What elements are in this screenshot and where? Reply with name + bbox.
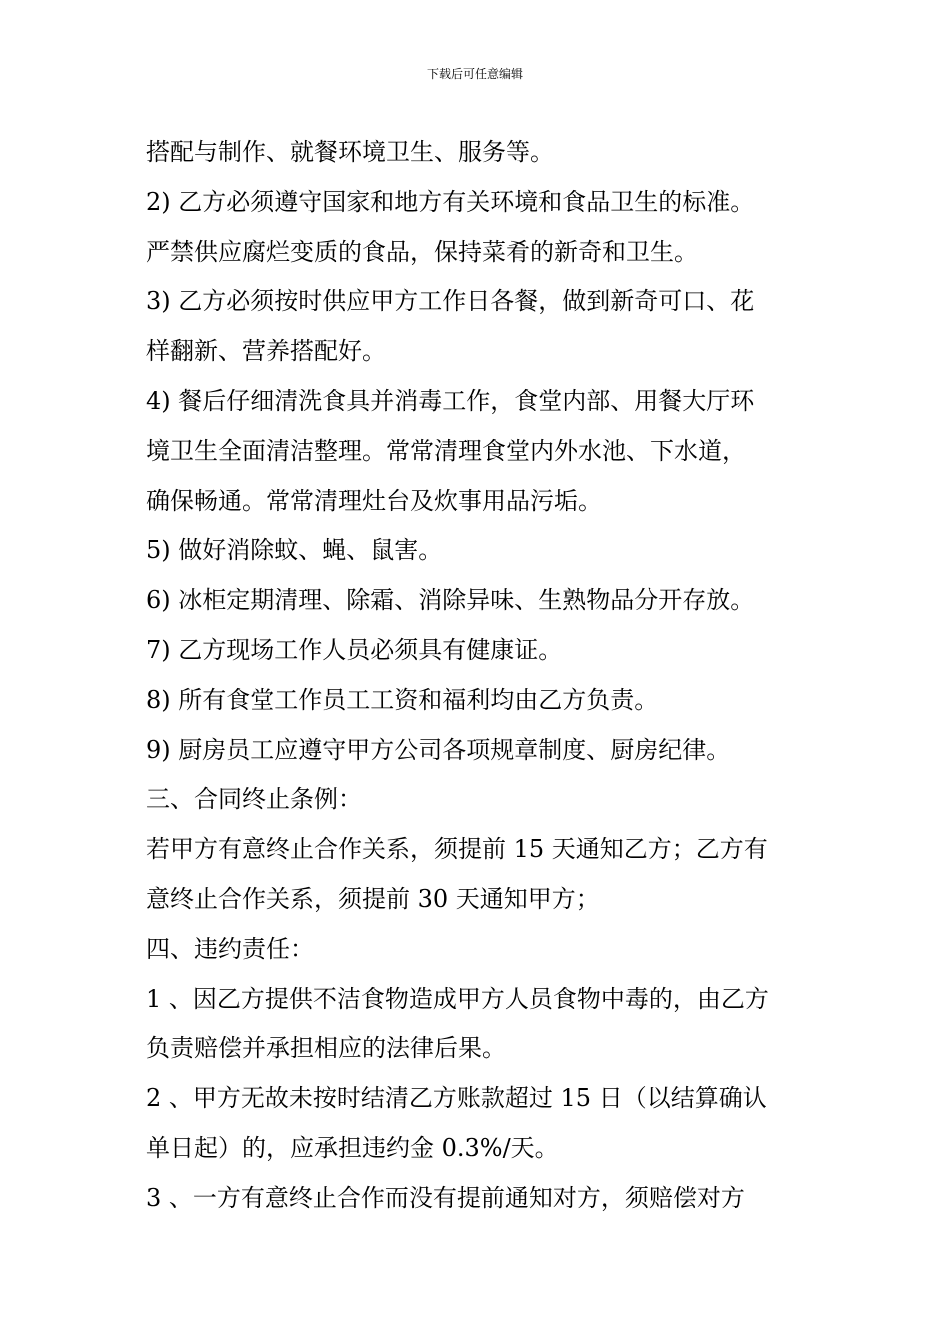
paragraph-line: 7) 乙方现场工作人员必须具有健康证。 bbox=[146, 635, 563, 664]
paragraph-line: 2) 乙方必须遵守国家和地方有关环境和食品卫生的标准。 bbox=[146, 187, 755, 216]
section-heading: 三、合同终止条例： bbox=[146, 785, 362, 814]
paragraph-line: 单日起）的，应承担违约金 0.3%/天。 bbox=[146, 1133, 559, 1162]
paragraph-line: 负责赔偿并承担相应的法律后果。 bbox=[146, 1034, 506, 1063]
paragraph-line: 严禁供应腐烂变质的食品，保持菜肴的新奇和卫生。 bbox=[146, 237, 698, 266]
paragraph-line: 3 、一方有意终止合作而没有提前通知对方，须赔偿对方 bbox=[146, 1183, 745, 1212]
paragraph-line: 3) 乙方必须按时供应甲方工作日各餐，做到新奇可口、花 bbox=[146, 287, 755, 316]
paragraph-line: 9) 厨房员工应遵守甲方公司各项规章制度、厨房纪律。 bbox=[146, 735, 731, 764]
document-body bbox=[146, 128, 810, 1224]
paragraph-line: 境卫生全面清洁整理。常常清理食堂内外水池、下水道， bbox=[146, 436, 746, 465]
paragraph-line: 6) 冰柜定期清理、除霜、消除异味、生熟物品分开存放。 bbox=[146, 586, 755, 615]
paragraph-line: 8) 所有食堂工作员工工资和福利均由乙方负责。 bbox=[146, 685, 659, 714]
paragraph-line: 搭配与制作、就餐环境卫生、服务等。 bbox=[146, 138, 554, 166]
paragraph-line: 确保畅通。常常清理灶台及炊事用品污垢。 bbox=[146, 486, 602, 515]
paragraph-line: 样翻新、营养搭配好。 bbox=[146, 337, 386, 366]
paragraph-line: 5) 做好消除蚊、蝇、鼠害。 bbox=[146, 536, 443, 565]
paragraph-line: 4) 餐后仔细清洗食具并消毒工作，食堂内部、用餐大厅环 bbox=[146, 386, 755, 415]
section-heading: 四、违约责任： bbox=[146, 934, 314, 963]
paragraph-line: 若甲方有意终止合作关系，须提前 15 天通知乙方；乙方有 bbox=[146, 835, 768, 864]
page-header: 下载后可任意编辑 bbox=[426, 67, 523, 81]
paragraph-line: 2 、甲方无故未按时结清乙方账款超过 15 日（以结算确认 bbox=[146, 1084, 767, 1113]
paragraph-line: 意终止合作关系，须提前 30 天通知甲方； bbox=[146, 884, 600, 913]
paragraph-line: 1 、因乙方提供不洁食物造成甲方人员食物中毒的，由乙方 bbox=[146, 984, 769, 1013]
